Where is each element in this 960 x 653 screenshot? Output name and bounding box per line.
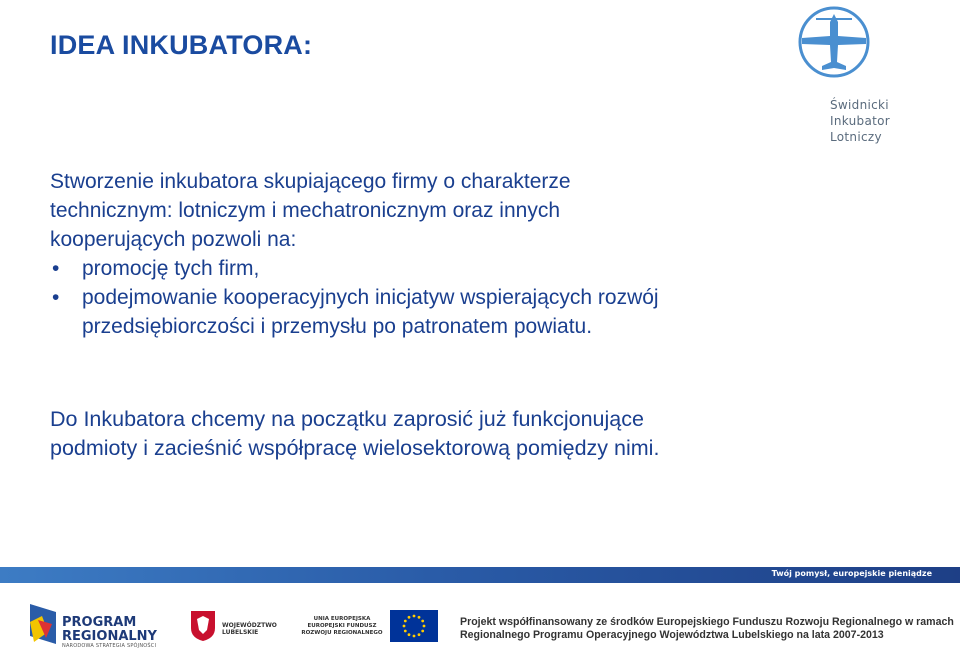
- footer-band: [0, 567, 960, 583]
- project-line: Projekt współfinansowany ze środków Europejskiego Funduszu Rozwoju Regionalnego w ramach: [460, 616, 954, 628]
- text-line: Stworzenie inkubatora skupiającego firmy o charakterze: [50, 170, 571, 193]
- list-item: [50, 254, 850, 283]
- intro-paragraph: [50, 167, 850, 341]
- list-item: [50, 283, 850, 341]
- text-line: promocję tych firm,: [82, 257, 260, 280]
- slogan: Twój pomysł, europejskie pieniądze: [771, 569, 932, 578]
- bullet-list: [50, 254, 850, 341]
- wojewodztwo-crest-icon: [190, 610, 216, 642]
- text-line: technicznym: lotniczym i mechatronicznym oraz innych: [50, 199, 561, 222]
- program-label: PROGRAM: [62, 615, 137, 630]
- bullet-icon: •: [52, 257, 60, 280]
- airplane-icon: [794, 4, 874, 84]
- project-line: Regionalnego Programu Operacyjnego Województwa Lubelskiego na lata 2007-2013: [460, 629, 884, 641]
- ue-label: ROZWOJU REGIONALNEGO: [301, 630, 383, 636]
- footer: [0, 588, 960, 653]
- logo-line: Lotniczy: [830, 130, 882, 144]
- logo-line: Świdnicki: [830, 98, 889, 112]
- text-line: podmioty i zacieśnić współpracę wielosektorową pomiędzy nimi.: [50, 436, 660, 460]
- logo-line: Inkubator: [830, 114, 890, 128]
- text-line: Do Inkubatora chcemy na początku zaprosić już funkcjonujące: [50, 407, 644, 431]
- closing-paragraph: [50, 405, 850, 463]
- page-title: IDEA INKUBATORA:: [50, 30, 313, 60]
- program-sub: NARODOWA STRATEGIA SPÓJNOŚCI: [62, 643, 157, 649]
- text-line: podejmowanie kooperacyjnych inicjatyw wspierających rozwój: [82, 286, 659, 309]
- wojewodztwo-label: LUBELSKIE: [222, 629, 259, 636]
- program-regionalny-logo-icon: [28, 602, 58, 646]
- wojewodztwo-label: WOJEWÓDZTWO: [222, 622, 277, 629]
- ue-label: UNIA EUROPEJSKA: [313, 616, 371, 622]
- text-line: kooperujących pozwoli na:: [50, 228, 297, 251]
- bullet-icon: •: [52, 286, 60, 309]
- program-label: REGIONALNY: [62, 629, 157, 644]
- inkubator-logo: [790, 4, 910, 154]
- text-line: przedsiębiorczości i przemysłu po patronatem powiatu.: [82, 315, 593, 338]
- eu-flag-icon: [390, 610, 438, 642]
- ue-label: EUROPEJSKI FUNDUSZ: [307, 623, 377, 629]
